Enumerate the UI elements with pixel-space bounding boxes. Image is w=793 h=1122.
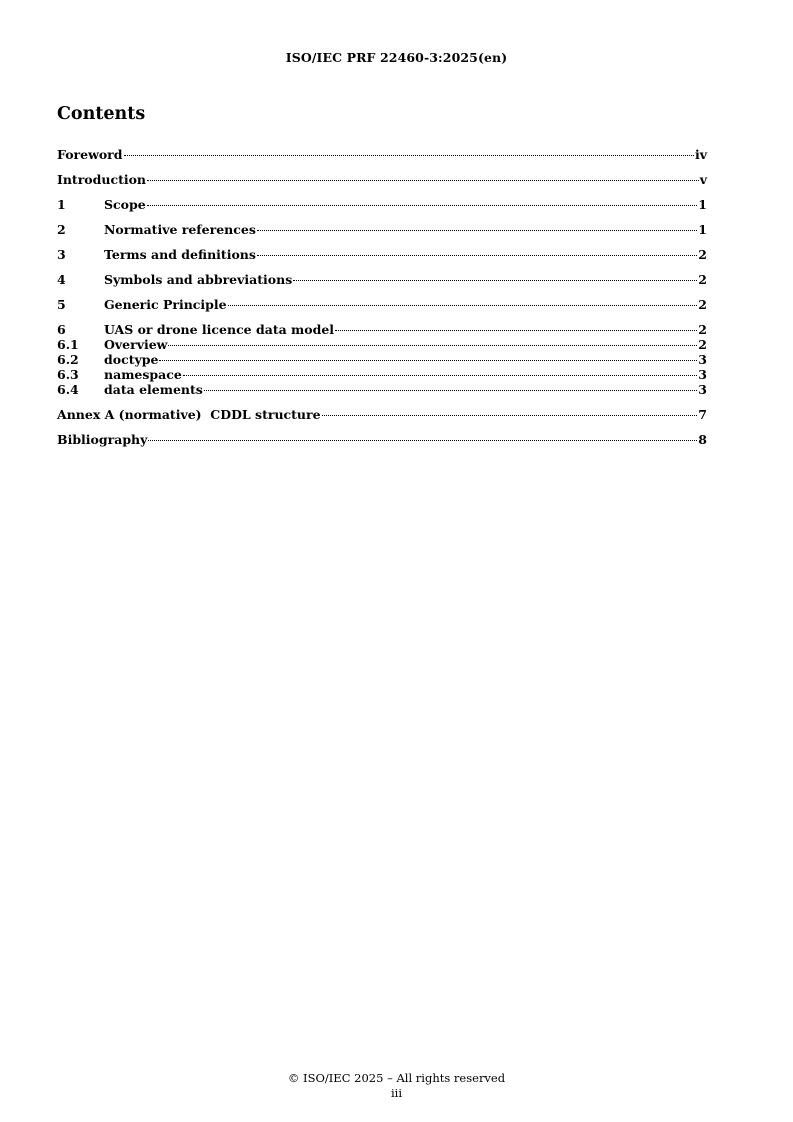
toc-entry-label: Annex A (normative) CDDL structure — [57, 407, 321, 422]
toc-leader — [124, 155, 694, 156]
toc-leader — [204, 390, 697, 391]
toc-entry-label: Symbols and abbreviations — [104, 272, 293, 287]
toc-entry-page: 2 — [698, 297, 707, 312]
toc-entry-data-model[interactable] — [57, 322, 707, 337]
toc-entry-label: doctype — [104, 352, 159, 367]
toc-entry-page: 3 — [698, 367, 707, 382]
toc-leader — [322, 415, 698, 416]
toc-entry-normative-references[interactable] — [57, 222, 707, 237]
toc-entry-doctype[interactable] — [57, 352, 707, 367]
toc-entry-label: Normative references — [104, 222, 256, 237]
toc-entry-label: Generic Principle — [104, 297, 227, 312]
toc-entry-number: 5 — [57, 297, 66, 312]
toc-leader — [183, 375, 697, 376]
page-number: iii — [390, 1086, 403, 1100]
toc-entry-namespace[interactable] — [57, 367, 707, 382]
toc-entry-page: 2 — [698, 337, 707, 352]
toc-leader — [159, 360, 697, 361]
toc-entry-bibliography[interactable] — [57, 432, 707, 447]
toc-entry-page: iv — [694, 147, 707, 162]
toc-entry-page: 2 — [698, 272, 707, 287]
toc-entry-label: namespace — [104, 367, 182, 382]
toc-leader — [257, 255, 697, 256]
toc-entry-label: Scope — [104, 197, 146, 212]
copyright-notice: © ISO/IEC 2025 – All rights reserved — [287, 1071, 506, 1085]
toc-entry-number: 4 — [57, 272, 66, 287]
toc-entry-introduction[interactable] — [57, 172, 707, 187]
toc-entry-number: 6.1 — [57, 337, 79, 352]
toc-entry-label: Foreword — [57, 147, 123, 162]
toc-entry-terms-and-definitions[interactable] — [57, 247, 707, 262]
toc-leader — [168, 345, 697, 346]
toc-entry-label: data elements — [104, 382, 203, 397]
toc-entry-label: Bibliography — [57, 432, 148, 447]
toc-entry-annex-a[interactable] — [57, 407, 707, 422]
toc-entry-page: 2 — [698, 247, 707, 262]
toc-entry-number: 6.3 — [57, 367, 79, 382]
toc-entry-page: 3 — [698, 382, 707, 397]
toc-leader — [148, 440, 697, 441]
toc-leader — [147, 180, 699, 181]
toc-entry-label: Overview — [104, 337, 168, 352]
toc-leader — [228, 305, 698, 306]
toc-entry-data-elements[interactable] — [57, 382, 707, 397]
toc-entry-generic-principle[interactable] — [57, 297, 707, 312]
toc-entry-number: 3 — [57, 247, 66, 262]
toc-entry-number: 6.2 — [57, 352, 79, 367]
toc-leader — [257, 230, 697, 231]
toc-entry-page: 8 — [698, 432, 707, 447]
contents-title: Contents — [57, 104, 146, 124]
table-of-contents — [57, 147, 707, 447]
toc-entry-label: Terms and definitions — [104, 247, 256, 262]
toc-entry-number: 6 — [57, 322, 66, 337]
toc-entry-number: 2 — [57, 222, 66, 237]
toc-entry-foreword[interactable] — [57, 147, 707, 162]
toc-entry-label: UAS or drone licence data model — [104, 322, 335, 337]
toc-entry-number: 1 — [57, 197, 66, 212]
page-footer — [0, 1071, 793, 1101]
toc-leader — [335, 330, 697, 331]
toc-leader — [293, 280, 697, 281]
toc-entry-page: v — [699, 172, 707, 187]
toc-entry-page: 7 — [698, 407, 707, 422]
toc-entry-page: 3 — [698, 352, 707, 367]
toc-leader — [147, 205, 698, 206]
toc-entry-overview[interactable] — [57, 337, 707, 352]
toc-entry-scope[interactable] — [57, 197, 707, 212]
toc-entry-page: 2 — [698, 322, 707, 337]
toc-entry-number: 6.4 — [57, 382, 79, 397]
toc-entry-page: 1 — [698, 197, 707, 212]
toc-entry-page: 1 — [698, 222, 707, 237]
toc-entry-label: Introduction — [57, 172, 147, 187]
document-header: ISO/IEC PRF 22460-3:2025(en) — [285, 50, 508, 65]
toc-entry-symbols-and-abbreviations[interactable] — [57, 272, 707, 287]
